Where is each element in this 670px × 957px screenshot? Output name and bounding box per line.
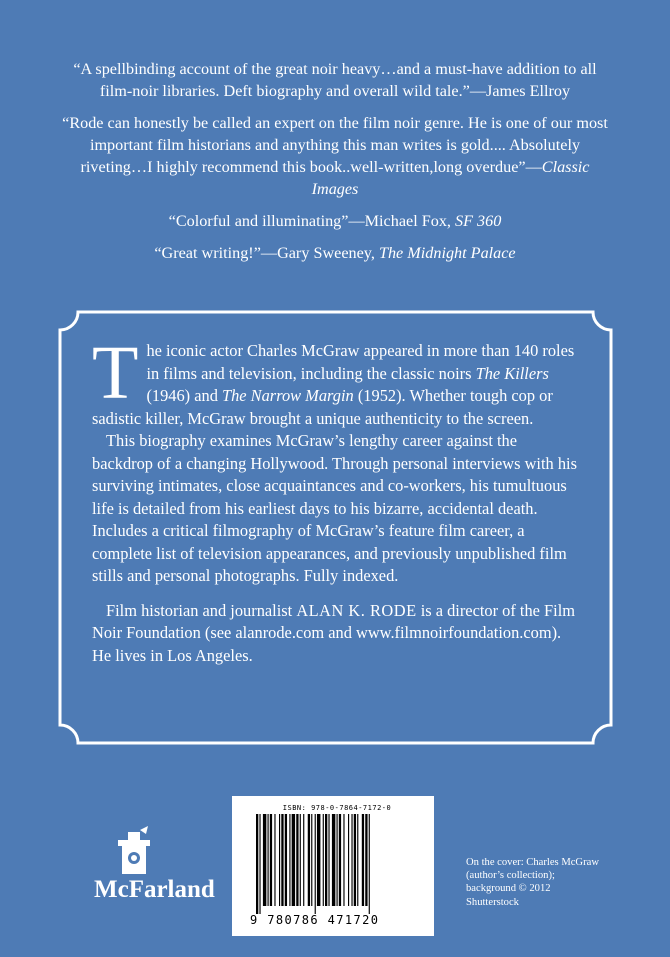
book-description	[92, 331, 582, 667]
review-quotes	[60, 58, 610, 274]
description-paragraph-1: The iconic actor Charles McGraw appeared in more than 140 roles in films and television, including the classic noirs The Killers (1946) and The Narrow Margin (1952). Whether tough cop or sadistic killer, McGraw brought a unique authenticity to the screen.	[92, 331, 575, 428]
film-title: The Killers	[475, 363, 549, 383]
quote-attribution: James Ellroy	[486, 82, 571, 100]
isbn-digits: 9 780786 471720	[250, 913, 380, 927]
author-name: ALAN K. RODE	[296, 600, 417, 620]
barcode-panel	[232, 796, 434, 936]
publisher-logo-icon	[114, 826, 154, 876]
barcode-icon	[254, 814, 414, 914]
cover-credit: On the cover: Charles McGraw (author’s collection); background © 2012 Shutterstock	[466, 857, 599, 908]
quote-fox: “Colorful and illuminating”—Michael Fox, SF 360	[168, 212, 502, 230]
publisher-name: McFarland	[94, 876, 215, 903]
quote-classic-images: “Rode can honestly be called an expert on the film noir genre. He is one of our most important film historians and anything this man writes is gold.... Absolutely riveting…I highly recommend this book..well-written,long overdue”—Classic Images	[62, 114, 608, 198]
quote-source: SF 360	[455, 212, 502, 230]
description-paragraph-2: This biography examines McGraw’s lengthy career against the backdrop of a changing Hollywood. Through personal interviews with his surviving intimates, close acquaintances and co-workers, his tumultuous life is detailed from his earliest days to his bizarre, accidental death. Includes a critical filmography of McGraw’s feature film career, a complete list of television appearances, and previously unpublished film stills and personal photographs. Fully indexed.	[92, 431, 577, 585]
drop-cap: T	[92, 331, 139, 415]
author-bio: Film historian and journalist ALAN K. RODE is a director of the Film Noir Foundation (see alanrode.com and www.filmnoirfoundation.com). He lives in Los Angeles.	[92, 600, 576, 665]
film-title: The Narrow Margin	[222, 386, 354, 405]
quote-source: The Midnight Palace	[378, 244, 516, 262]
quote-sweeney: “Great writing!”—Gary Sweeney, The Midnight Palace	[154, 244, 516, 262]
quote-source: Classic Images	[311, 158, 590, 198]
isbn-label: ISBN: 978-0-7864-7172-0	[282, 804, 392, 812]
quote-ellroy: “A spellbinding account of the great noir heavy…and a must-have addition to all film-noir libraries. Deft biography and overall wild tale.”—James Ellroy	[73, 60, 597, 100]
